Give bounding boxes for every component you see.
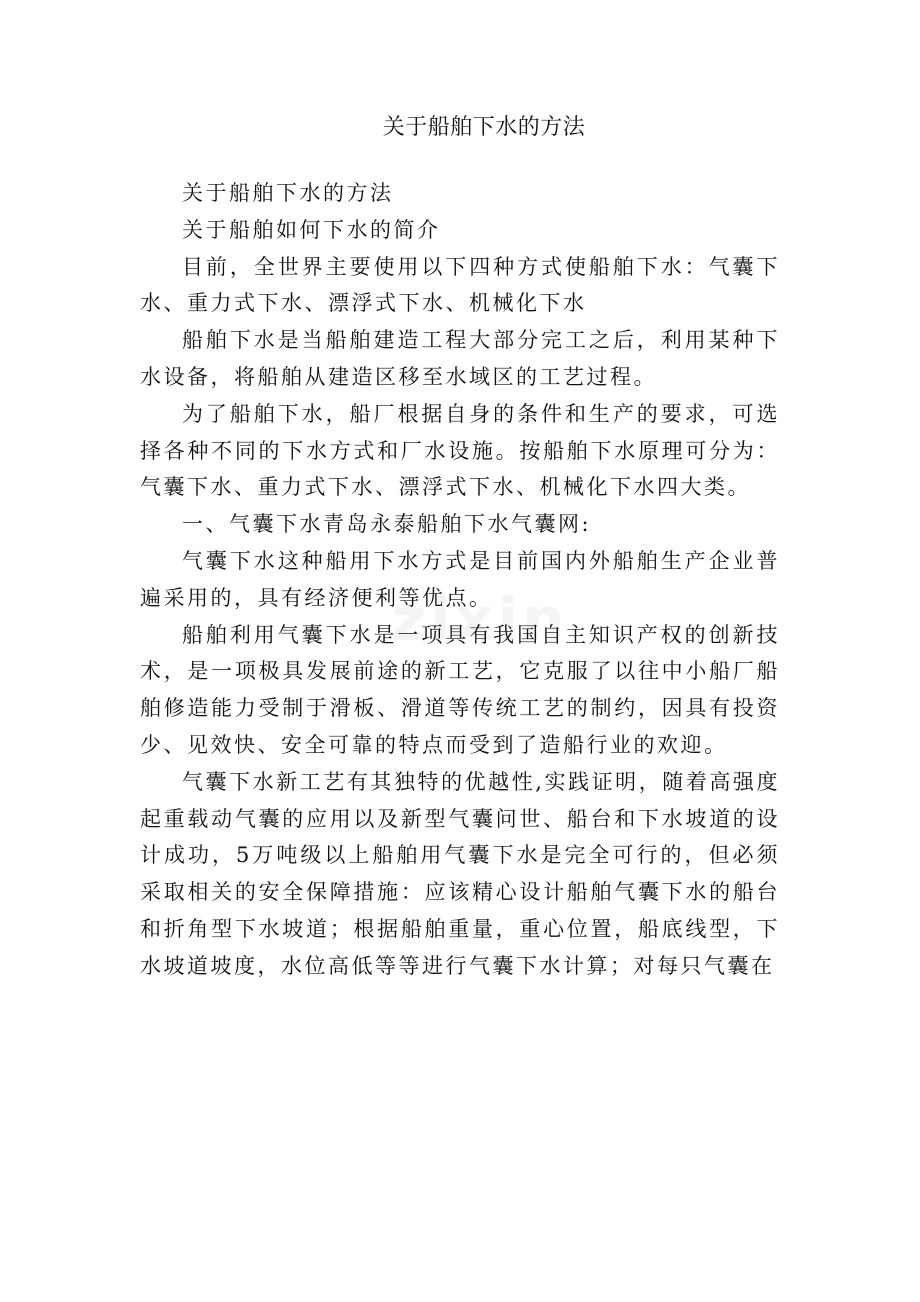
document-title: 关于船舶下水的方法 bbox=[382, 115, 586, 140]
paragraph-4: 船舶下水是当船舶建造工程大部分完工之后，利用某种下水设备，将船舶从建造区移至水域区的工艺过程。 bbox=[140, 328, 780, 389]
paragraph-6: 一、气囊下水青岛永泰船舶下水气囊网: bbox=[182, 512, 592, 537]
document-body bbox=[140, 175, 780, 985]
paragraph-8: 船舶利用气囊下水是一项具有我国自主知识产权的创新技术，是一项极具发展前途的新工艺，它克服了以往中小船厂船舶修造能力受制于滑板、滑道等传统工艺的制约，因具有投资少、见效快、安全可靠的特点而受到了造船行业的欢迎。 bbox=[140, 622, 780, 757]
paragraph-2: 关于船舶如何下水的简介 bbox=[182, 217, 441, 242]
paragraph-7: 气囊下水这种船用下水方式是目前国内外船舶生产企业普遍采用的，具有经济便利等优点。 bbox=[140, 548, 780, 610]
paragraph-1: 关于船舶下水的方法 bbox=[182, 181, 394, 205]
paragraph-9: 气囊下水新工艺有其独特的优越性,实践证明，随着高强度起重载动气囊的应用以及新型气囊问世、船台和下水坡道的设计成功，5万吨级以上船舶用气囊下水是完全可行的，但必须采取相关的安全保障措施：应该精心设计船舶气囊下水的船台和折角型下水坡道；根据船舶重量，重心位置，船底线型，下水坡道坡度，水位高低等等进行气囊下水计算；对每只气囊在 bbox=[140, 769, 780, 978]
paragraph-3: 目前，全世界主要使用以下四种方式使船舶下水：气囊下水、重力式下水、漂浮式下水、机械化下水 bbox=[140, 254, 780, 316]
paragraph-5: 为了船舶下水，船厂根据自身的条件和生产的要求，可选择各种不同的下水方式和厂水设施。按船舶下水原理可分为：气囊下水、重力式下水、漂浮式下水、机械化下水四大类。 bbox=[140, 401, 780, 500]
